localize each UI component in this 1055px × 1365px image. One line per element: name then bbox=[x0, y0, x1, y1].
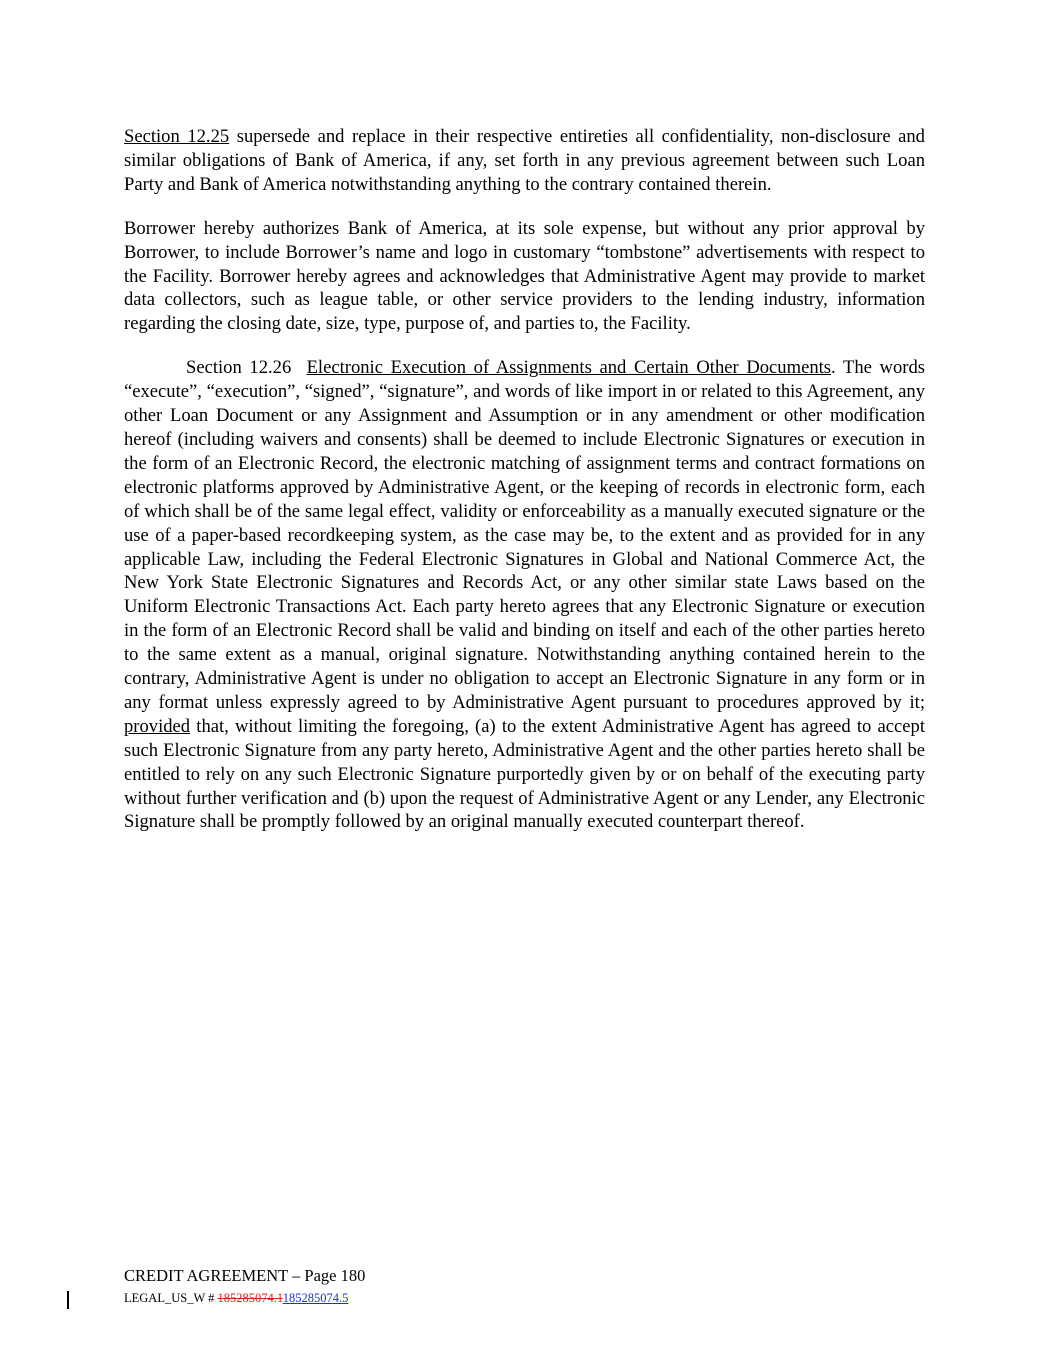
section-12-26-heading: Electronic Execution of Assignments and Certain Other Documents bbox=[306, 357, 832, 379]
deleted-document-number: 185285074.1 bbox=[217, 1291, 283, 1305]
section-12-26-text-part-1: . The words “execute”, “execution”, “signed”, “signature”, and words of like import in or related to this Agreement, any other Loan Document or any Assignment and Assumption or in any amendment or other modification hereof (including waivers and consents) shall be deemed to include Electronic Signatures or execution in the form of an Electronic Record, the electronic matching of assignment terms and contract formations on electronic platforms approved by Administrative Agent, or the keeping of records in electronic form, each of which shall be of the same legal effect, validity or enforceability as a manually executed signature or the use of a paper-based recordkeeping system, as the case may be, to the extent and as provided for in any applicable Law, including the Federal Electronic Signatures in Global and National Commerce Act, the New York State Electronic Signatures and Records Act, or any other similar state Laws based on the Uniform Electronic Transactions Act. Each party hereto agrees that any Electronic Signature or execution in the form of an Electronic Record shall be valid and binding on itself and each of the other parties hereto to the same extent as a manual, original signature. Notwithstanding anything contained herein to the contrary, Administrative Agent is under no obligation to accept an Electronic Signature in any form or in any format unless expressly agreed to by Administrative Agent pursuant to procedures approved by it; bbox=[124, 357, 925, 713]
provided-term: provided bbox=[124, 715, 191, 737]
paragraph-confidentiality-text: supersede and replace in their respective entireties all confidentiality, non-disclosure and similar obligations of Bank of America, if any, set forth in any previous agreement between such Loan Party and Bank of America notwithstanding anything to the contrary contained therein. bbox=[124, 126, 925, 195]
document-page bbox=[124, 125, 925, 854]
footer-doc-prefix: LEGAL_US_W # bbox=[124, 1291, 218, 1305]
section-12-26 bbox=[124, 356, 925, 834]
section-12-26-text-part-2: that, without limiting the foregoing, (a) to the extent Administrative Agent has agreed to accept such Electronic Signature from any party hereto, Administrative Agent and the other parties hereto shall be entitled to rely on any such Electronic Signature purportedly given by or on behalf of the executing party without further verification and (b) upon the request of Administrative Agent or any Lender, any Electronic Signature shall be promptly followed by an original manually executed counterpart thereof. bbox=[124, 715, 925, 833]
footer-document-id bbox=[124, 1289, 624, 1307]
inserted-document-number: 185285074.5 bbox=[282, 1291, 349, 1305]
section-12-25-reference: Section 12.25 bbox=[124, 126, 230, 147]
page-footer bbox=[124, 1265, 624, 1307]
section-12-26-number: Section 12.26 bbox=[186, 357, 292, 379]
footer-title: CREDIT AGREEMENT – Page 180 bbox=[124, 1266, 366, 1285]
revision-change-bar bbox=[67, 1291, 69, 1309]
paragraph-tombstone-advertisements: Borrower hereby authorizes Bank of America, at its sole expense, but without any prior approval by Borrower, to include Borrower’s name and logo in customary “tombstone” advertisements with respect to the Facility. Borrower hereby agrees and acknowledges that Administrative Agent may provide to market data collectors, such as league table, or other service providers to the lending industry, information regarding the closing date, size, type, purpose of, and parties to, the Facility. bbox=[124, 217, 925, 335]
paragraph-confidentiality bbox=[124, 125, 925, 197]
